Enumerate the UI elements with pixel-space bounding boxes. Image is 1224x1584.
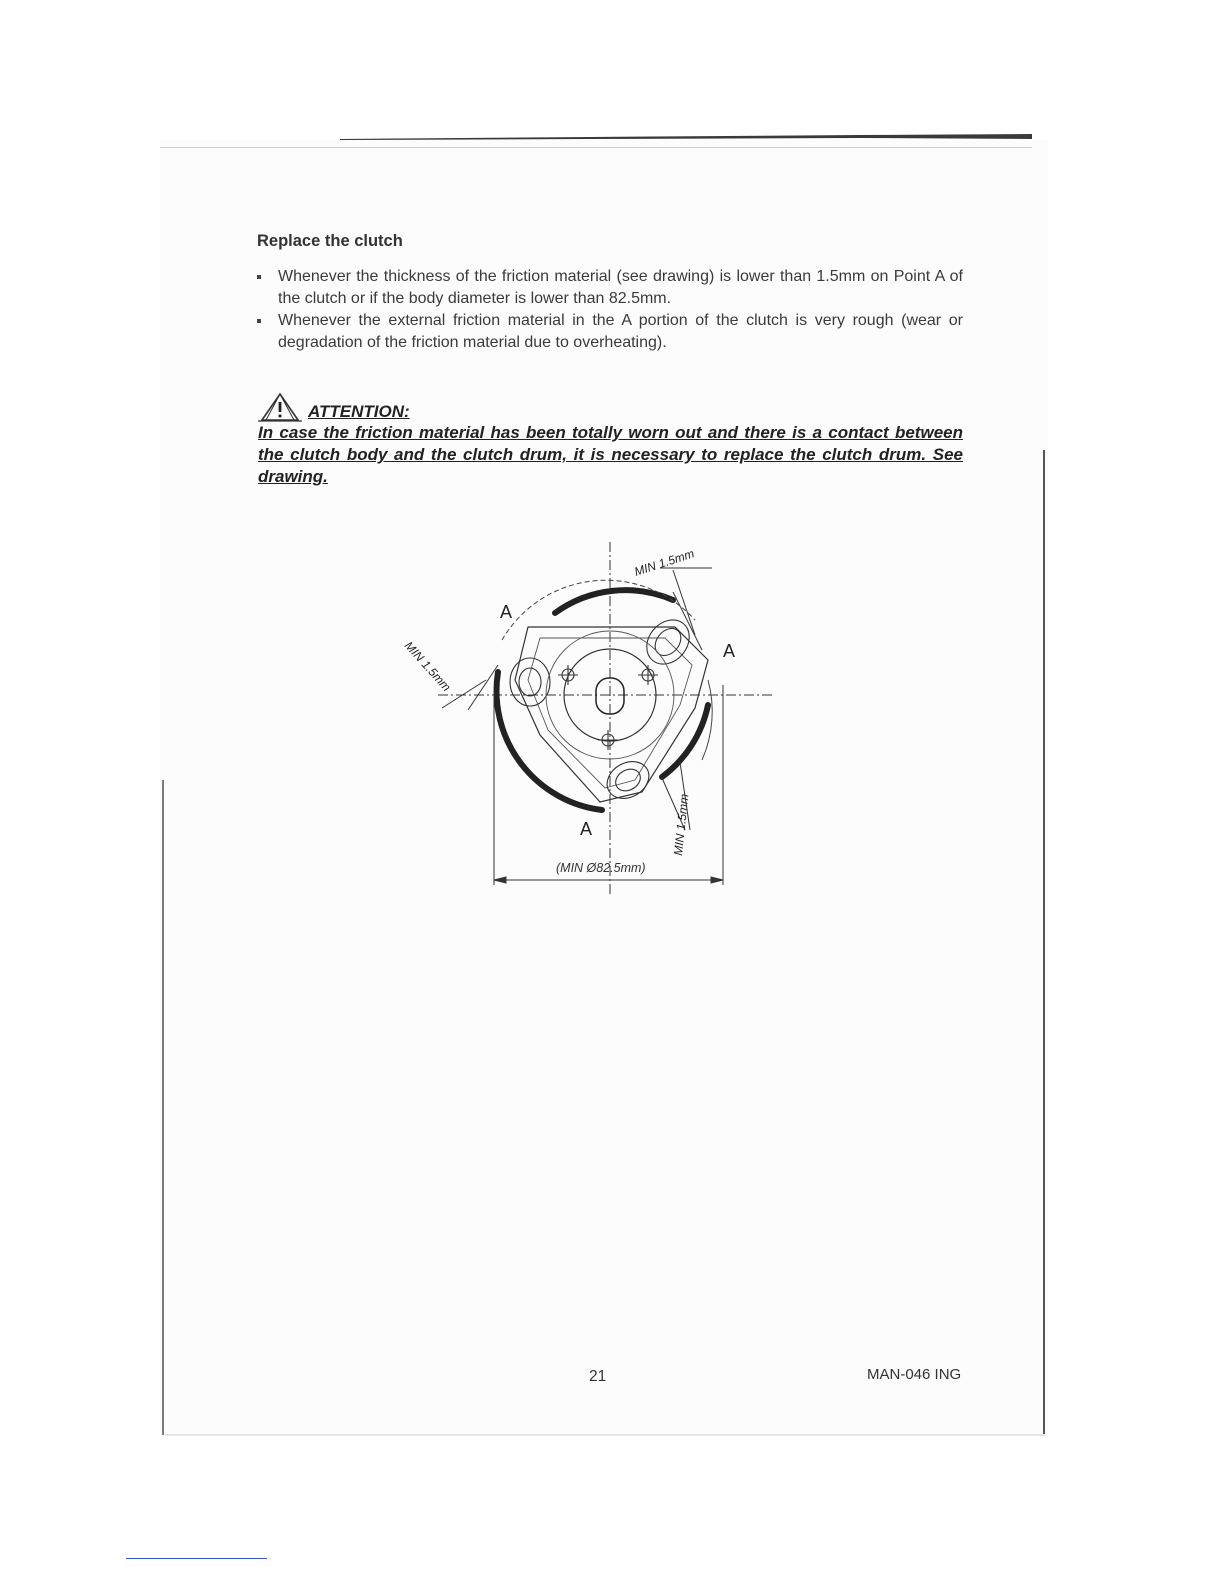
clutch-drawing <box>390 530 790 900</box>
friction-pads <box>497 590 708 810</box>
list-item <box>257 310 963 354</box>
min-diameter-label: (MIN Ø82.5mm) <box>556 861 646 875</box>
page-bottom-edge <box>165 1434 1045 1436</box>
list-item <box>257 266 963 310</box>
min-thickness-label-right: MIN 1.5mm <box>671 793 692 857</box>
link-underline <box>126 1558 267 1559</box>
top-rule <box>340 132 1032 142</box>
min-thickness-label-left: MIN 1.5mm <box>401 638 454 695</box>
attention-body: In case the friction material has been totally worn out and there is a contact between the clutch body and the clutch drum, it is necessary to replace the clutch drum. See drawing. <box>258 423 963 486</box>
attention-header <box>258 392 963 422</box>
section-heading: Replace the clutch <box>257 232 403 250</box>
document-code: MAN-046 ING <box>867 1366 962 1383</box>
clutch-drum-outline <box>502 580 695 640</box>
attention-notice <box>258 392 963 488</box>
point-a-label: A <box>580 819 593 839</box>
page-right-edge <box>1043 450 1045 1435</box>
top-rule-thin <box>160 147 1032 148</box>
point-a-label: A <box>500 602 513 622</box>
page-left-edge <box>162 780 164 1435</box>
condition-list <box>257 266 963 354</box>
bullet-icon <box>257 319 261 323</box>
list-item-text: Whenever the external friction material in the A portion of the clutch is very rough (wear or degradation of the friction material due to overheating). <box>278 312 963 351</box>
warning-triangle-icon <box>258 392 302 422</box>
shoe-bosses <box>510 611 698 805</box>
point-a-label: A <box>723 641 736 661</box>
min-thickness-label-top: MIN 1.5mm <box>632 546 696 579</box>
page-number: 21 <box>589 1368 607 1385</box>
centerlines <box>438 542 775 895</box>
bullet-icon <box>257 275 261 279</box>
list-item-text: Whenever the thickness of the friction material (see drawing) is lower than 1.5mm on Point A of the clutch or if the body diameter is lower than 82.5mm. <box>278 268 963 307</box>
attention-title: ATTENTION: <box>308 402 410 421</box>
